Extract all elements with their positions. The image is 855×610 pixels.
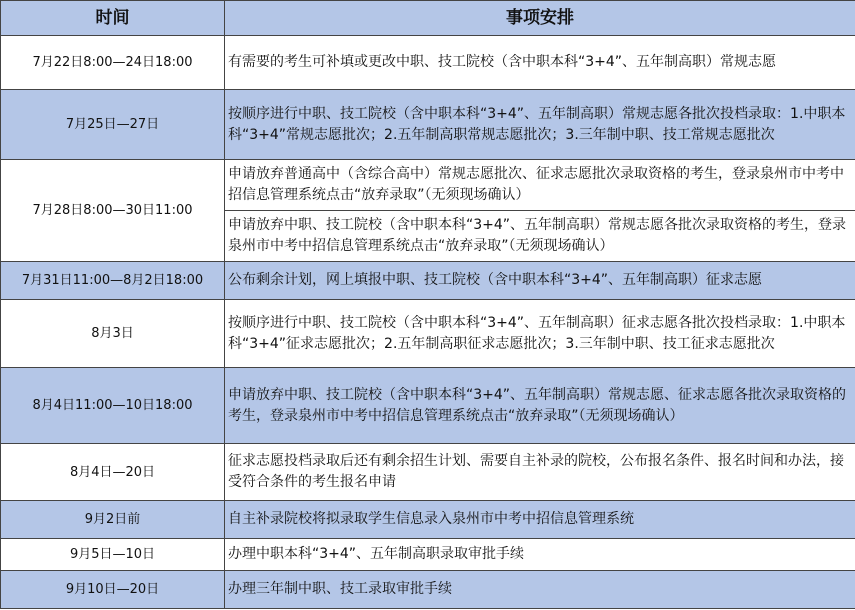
item-cell: 公布剩余计划，网上填报中职、技工院校（含中职本科“3+4”、五年制高职）征求志愿 bbox=[225, 262, 855, 300]
item-cell: 办理三年制中职、技工录取审批手续 bbox=[225, 571, 855, 609]
table-row bbox=[1, 262, 855, 300]
time-cell: 7月25日—27日 bbox=[1, 90, 225, 160]
item-cell: 办理中职本科“3+4”、五年制高职录取审批手续 bbox=[225, 539, 855, 571]
time-cell: 7月28日8:00—30日11:00 bbox=[1, 160, 225, 262]
item-cell: 按顺序进行中职、技工院校（含中职本科“3+4”、五年制高职）征求志愿各批次投档录取：1.中职本科“3+4”征求志愿批次；2.五年制高职征求志愿批次；3.三年制中职、技工征求志愿批次 bbox=[225, 300, 855, 368]
item-cell: 申请放弃中职、技工院校（含中职本科“3+4”、五年制高职）常规志愿、征求志愿各批次录取资格的考生，登录泉州市中考中招信息管理系统点击“放弃录取”（无须现场确认） bbox=[225, 368, 855, 444]
table-row bbox=[1, 444, 855, 501]
item-cell: 征求志愿投档录取后还有剩余招生计划、需要自主补录的院校，公布报名条件、报名时间和办法，接受符合条件的考生报名申请 bbox=[225, 444, 855, 501]
table-row bbox=[1, 36, 855, 90]
time-cell: 9月10日—20日 bbox=[1, 571, 225, 609]
table-row bbox=[1, 501, 855, 539]
time-cell: 9月5日—10日 bbox=[1, 539, 225, 571]
header-item: 事项安排 bbox=[225, 1, 855, 36]
item-cell: 自主补录院校将拟录取学生信息录入泉州市中考中招信息管理系统 bbox=[225, 501, 855, 539]
table-row bbox=[1, 571, 855, 609]
table-row bbox=[1, 368, 855, 444]
item-cell: 有需要的考生可补填或更改中职、技工院校（含中职本科“3+4”、五年制高职）常规志愿 bbox=[225, 36, 855, 90]
time-cell: 9月2日前 bbox=[1, 501, 225, 539]
header-row bbox=[1, 1, 855, 36]
time-cell: 7月22日8:00—24日18:00 bbox=[1, 36, 225, 90]
table-row bbox=[1, 539, 855, 571]
time-cell: 7月31日11:00—8月2日18:00 bbox=[1, 262, 225, 300]
time-cell: 8月3日 bbox=[1, 300, 225, 368]
item-cell: 申请放弃中职、技工院校（含中职本科“3+4”、五年制高职）常规志愿各批次录取资格的考生，登录泉州市中考中招信息管理系统点击“放弃录取”（无须现场确认） bbox=[225, 211, 855, 262]
table-row bbox=[1, 90, 855, 160]
table-row bbox=[1, 160, 855, 211]
item-cell: 申请放弃普通高中（含综合高中）常规志愿批次、征求志愿批次录取资格的考生，登录泉州市中考中招信息管理系统点击“放弃录取”（无须现场确认） bbox=[225, 160, 855, 211]
time-cell: 8月4日—20日 bbox=[1, 444, 225, 501]
item-cell: 按顺序进行中职、技工院校（含中职本科“3+4”、五年制高职）常规志愿各批次投档录取：1.中职本科“3+4”常规志愿批次；2.五年制高职常规志愿批次；3.三年制中职、技工常规志愿批次 bbox=[225, 90, 855, 160]
table-row bbox=[1, 300, 855, 368]
header-time: 时间 bbox=[1, 1, 225, 36]
time-cell: 8月4日11:00—10日18:00 bbox=[1, 368, 225, 444]
